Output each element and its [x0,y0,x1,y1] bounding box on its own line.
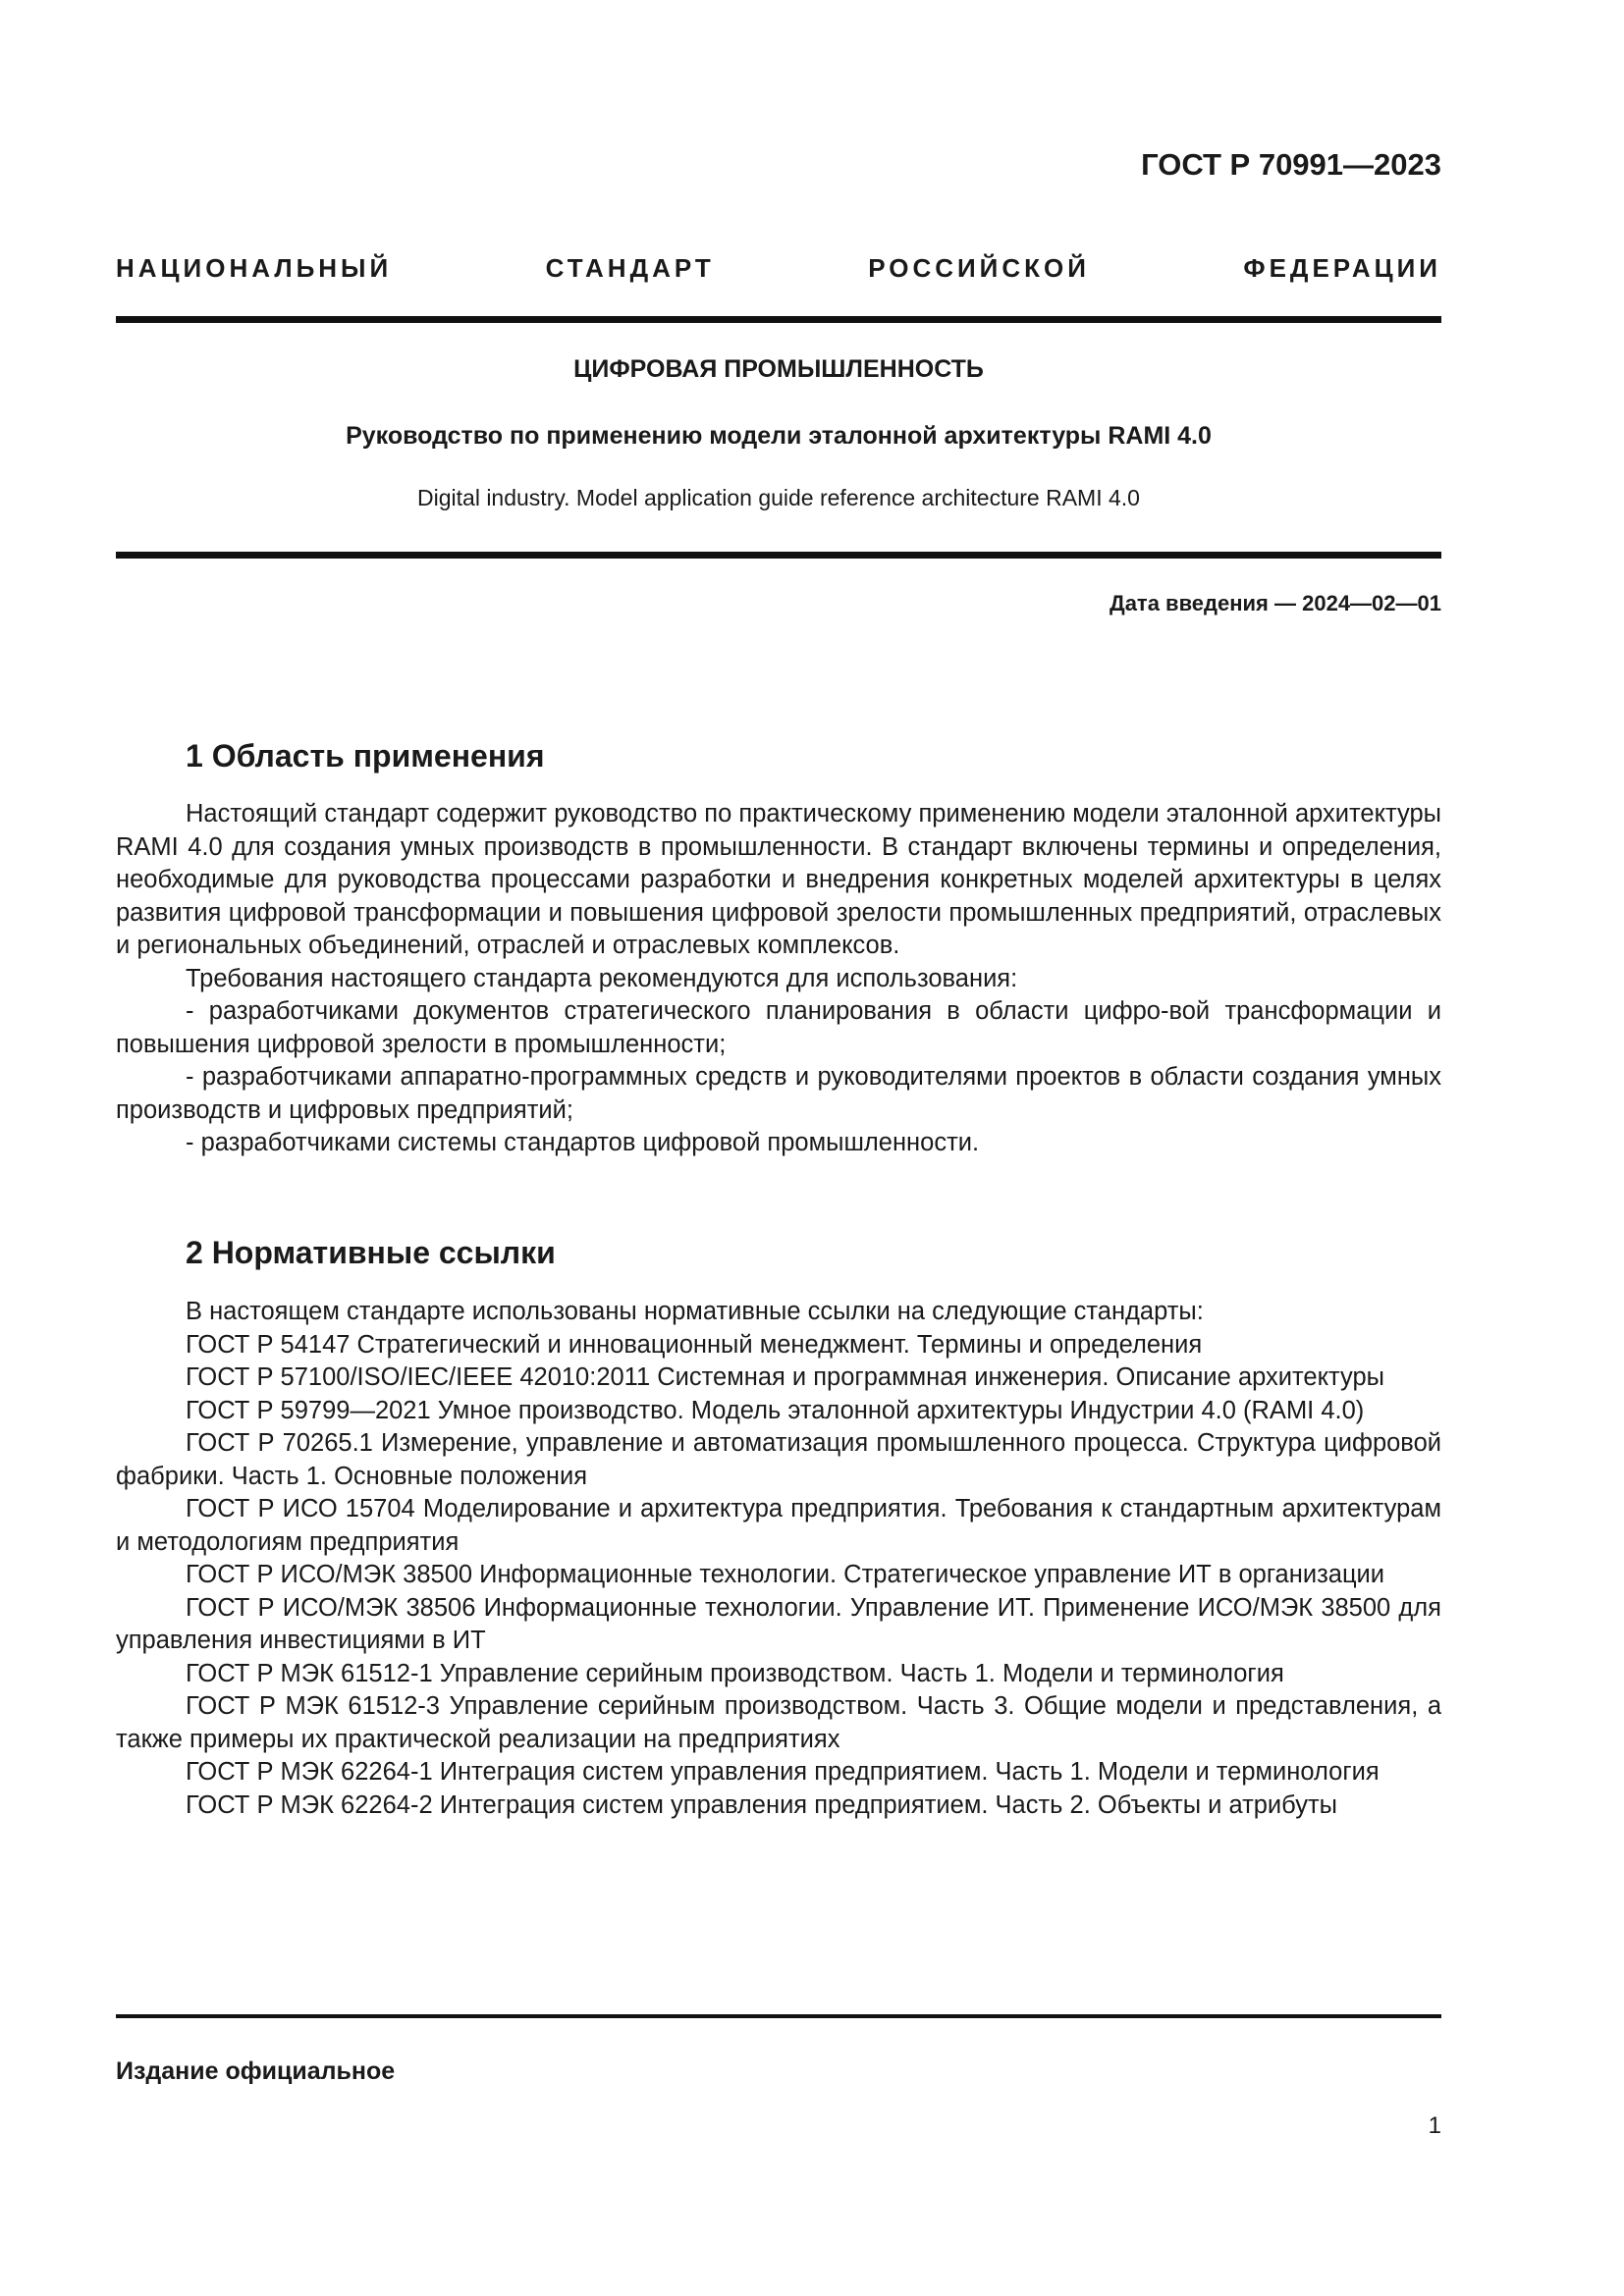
page-number: 1 [1428,2112,1441,2139]
normative-reference: ГОСТ Р 70265.1 Измерение, управление и автоматизация промышленного процесса. Структура цифровой фабрики. Часть 1. Основные положения [116,1429,1441,1490]
section-1-list-item: - разработчиками системы стандартов цифровой промышленности. [186,1129,980,1156]
title-subtitle: Руководство по применению модели эталонной архитектуры RAMI 4.0 [346,422,1212,450]
normative-reference: ГОСТ Р МЭК 61512-3 Управление серийным производством. Часть 3. Общие модели и представления, а также примеры их практической реализации на предприятиях [116,1692,1441,1753]
section-1-list-item: - разработчиками документов стратегического планирования в области цифро-вой трансформации и повышения цифровой зрелости в промышленности; [116,997,1441,1058]
section-2-heading: 2 Нормативные ссылки [186,1235,556,1270]
section-1-list-item: - разработчиками аппаратно-программных средств и руководителями проектов в области создания умных производств и цифровых предприятий; [116,1063,1441,1124]
section-2-paragraph: В настоящем стандарте использованы нормативные ссылки на следующие стандарты: [186,1298,1204,1325]
footer-rule [116,2014,1441,2018]
normative-reference: ГОСТ Р МЭК 62264-1 Интеграция систем управления предприятием. Часть 1. Модели и терминология [186,1758,1380,1786]
normative-reference: ГОСТ Р 59799—2021 Умное производство. Модель эталонной архитектуры Индустрии 4.0 (RAMI 4.0) [186,1396,1365,1424]
section-1-heading: 1 Область применения [186,738,545,774]
normative-reference: ГОСТ Р ИСО/МЭК 38500 Информационные технологии. Стратегическое управление ИТ в организации [186,1561,1385,1588]
top-rule [116,316,1441,323]
normative-reference: ГОСТ Р 57100/ISO/IEC/IEEE 42010:2011 Системная и программная инженерия. Описание архитектуры [186,1363,1384,1391]
national-standard-caption: НАЦИОНАЛЬНЫЙ СТАНДАРТ РОССИЙСКОЙ ФЕДЕРАЦИИ [116,253,1441,283]
normative-reference: ГОСТ Р МЭК 61512-1 Управление серийным производством. Часть 1. Модели и терминология [186,1659,1284,1687]
normative-reference: ГОСТ Р 54147 Стратегический и инновационный менеджмент. Термины и определения [186,1330,1203,1359]
official-edition-label: Издание официальное [116,2057,396,2085]
title-rule [116,552,1441,559]
section-2-body [116,1296,1441,1822]
normative-reference: ГОСТ Р МЭК 62264-2 Интеграция систем управления предприятием. Часть 2. Объекты и атрибуты [186,1790,1337,1819]
normative-reference: ГОСТ Р ИСО/МЭК 38506 Информационные технологии. Управление ИТ. Применение ИСО/МЭК 38500 для управления инвестициями в ИТ [116,1593,1441,1654]
normative-reference: ГОСТ Р ИСО 15704 Моделирование и архитектура предприятия. Требования к стандартным архитектурам и методологиям предприятия [116,1495,1441,1556]
title-main: ЦИФРОВАЯ ПРОМЫШЛЕННОСТЬ [573,355,984,383]
section-1-paragraph: Настоящий стандарт содержит руководство по практическому применению модели эталонной архитектуры RAMI 4.0 для создания умных производств в промышленности. В стандарт включены термины и определения, необходимые для руководства процессами разработки и внедрения конкретных моделей архитектуры в целях развития цифровой трансформации и повышения цифровой зрелости промышленных предприятий, отраслевых и региональных объединений, отраслей и отраслевых комплексов. [116,800,1441,959]
section-1-body [116,798,1441,1160]
document-code: ГОСТ Р 70991—2023 [1141,147,1441,182]
introduction-date: Дата введения — 2024—02—01 [1110,591,1441,615]
title-english: Digital industry. Model application guide reference architecture RAMI 4.0 [417,485,1140,510]
section-1-paragraph: Требования настоящего стандарта рекомендуются для использования: [186,964,1018,992]
